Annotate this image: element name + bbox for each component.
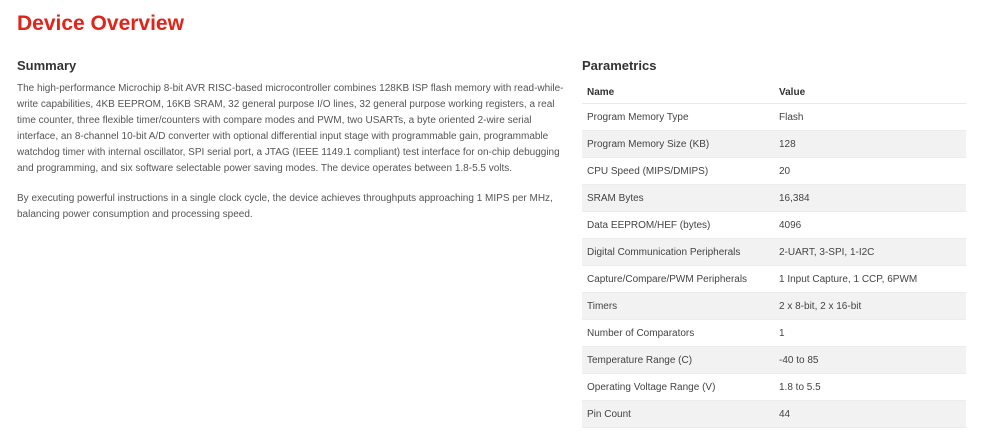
table-row	[582, 104, 966, 131]
table-row	[582, 320, 966, 347]
table-row	[582, 293, 966, 320]
param-value: 4096	[774, 212, 966, 239]
column-header-value: Value	[774, 81, 966, 104]
param-value: 1.8 to 5.5	[774, 374, 966, 401]
table-row	[582, 185, 966, 212]
param-name: Operating Voltage Range (V)	[582, 374, 774, 401]
page-title: Device Overview	[17, 12, 184, 35]
param-name: CPU Speed (MIPS/DMIPS)	[582, 158, 774, 185]
param-name: Pin Count	[582, 401, 774, 428]
param-name: Temperature Range (C)	[582, 347, 774, 374]
param-name: Capture/Compare/PWM Peripherals	[582, 266, 774, 293]
summary-heading: Summary	[17, 58, 77, 73]
param-value: 1 Input Capture, 1 CCP, 6PWM	[774, 266, 966, 293]
param-value: 16,384	[774, 185, 966, 212]
table-row	[582, 131, 966, 158]
parametrics-table	[582, 81, 966, 428]
table-row	[582, 347, 966, 374]
summary-paragraph: By executing powerful instructions in a single clock cycle, the device achieves throughputs approaching 1 MIPS per MHz, balancing power consumption and processing speed.	[17, 193, 553, 220]
param-value: 44	[774, 401, 966, 428]
param-name: Data EEPROM/HEF (bytes)	[582, 212, 774, 239]
param-value: 2-UART, 3-SPI, 1-I2C	[774, 239, 966, 266]
param-name: Program Memory Type	[582, 104, 774, 131]
param-value: 128	[774, 131, 966, 158]
summary-paragraph: The high-performance Microchip 8-bit AVR RISC-based microcontroller combines 128KB ISP flash memory with read-while-write capabilities, 4KB EEPROM, 16KB SRAM, 32 general purpose I/O lines, 32 general purpose working registers, a real time counter, three flexible timer/counters with compare modes and PWM, two USARTs, a byte oriented 2-wire serial interface, an 8-channel 10-bit A/D converter with optional differential input stage with programmable gain, programmable watchdog timer with internal oscillator, SPI serial port, a JTAG (IEEE 1149.1 compliant) test interface for on-chip debugging and programming, and six software selectable power saving modes. The device operates between 1.8-5.5 volts.	[17, 83, 564, 174]
param-value: 20	[774, 158, 966, 185]
parametrics-heading: Parametrics	[582, 58, 657, 73]
param-name: Program Memory Size (KB)	[582, 131, 774, 158]
parametrics-section	[582, 57, 965, 428]
table-header-row	[582, 81, 966, 104]
param-name: Digital Communication Peripherals	[582, 239, 774, 266]
summary-section	[17, 57, 567, 237]
table-row	[582, 374, 966, 401]
param-name: Number of Comparators	[582, 320, 774, 347]
param-name: SRAM Bytes	[582, 185, 774, 212]
param-value: -40 to 85	[774, 347, 966, 374]
param-value: 1	[774, 320, 966, 347]
table-row	[582, 158, 966, 185]
table-row	[582, 239, 966, 266]
table-row	[582, 401, 966, 428]
table-row	[582, 266, 966, 293]
param-value: 2 x 8-bit, 2 x 16-bit	[774, 293, 966, 320]
table-row	[582, 212, 966, 239]
column-header-name: Name	[582, 81, 774, 104]
param-value: Flash	[774, 104, 966, 131]
param-name: Timers	[582, 293, 774, 320]
